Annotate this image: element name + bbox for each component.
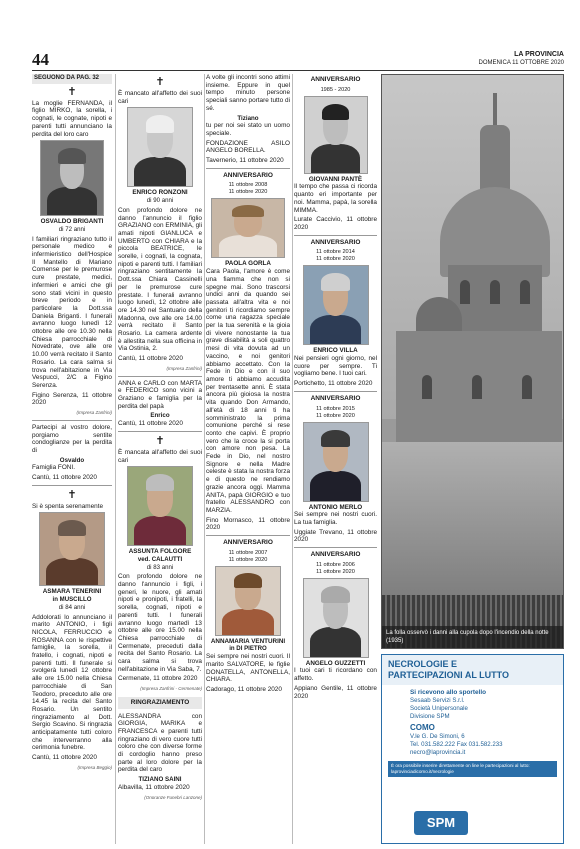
continued-label: SEGUONO DA PAG. 32 [32,74,112,84]
anniversary-text: Nei pensieri ogni giorno, nel cuore per sempre. Ti vogliamo bene. I tuoi cari. [294,355,377,378]
funeral-agency: (Impresa Zanfrini - Cermenate) [140,686,202,692]
anniversary-text: I tuoi cari ti ricordano con affetto. [294,667,377,683]
divider [206,535,290,536]
portrait-photo [303,422,369,502]
issue-date: DOMENICA 11 OTTOBRE 2020 [478,60,564,66]
tribute-place: Tavernerio, 11 ottobre 2020 [206,157,284,165]
ad-title: NECROLOGIE E PARTECIPAZIONI AL LUTTO [382,655,563,685]
spm-logo: SPM [414,811,468,835]
deceased-married-name: in DI PIETRO [229,645,267,653]
funeral-agency: (Impresa Zanfrini) [76,410,112,416]
anniversary-text: Sei sempre nei nostri cuori. La tua famiglia. [294,511,377,526]
thanks-place: Albavilla, 11 ottobre 2020 [118,783,190,791]
deceased-name: ANTONIO MERLO [308,503,363,511]
ad-address: V.le G. De Simoni, 6 [410,733,465,740]
funeral-agency: (Impresa Beggio) [77,764,112,770]
deceased-name: ASMARA TENERINI [42,588,102,596]
thanks-text: ALESSANDRA con GIORGIA, MARIKA e FRANCESCA e parenti tutti ringraziano di vero cuore tutti coloro che con diverse forme di cordoglio hanno preso parte al loro dolore per la perdita del caro [118,712,202,774]
anniversary-place: Cadorago, 11 ottobre 2020 [206,685,282,693]
deceased-name: OSVALDO BRIGANTI [40,218,104,226]
deceased-age: di 83 anni [146,563,174,571]
ad-body [382,685,563,757]
deceased-name: PAOLA GORLA [225,260,271,268]
tribute-text: A volte gli incontri sono attimi insieme. Eppure in quel tempo minuto persone speciali sanno portare tutto di sé. [206,74,290,112]
funeral-agency: (Impresa Zanfrini) [166,365,202,371]
anniversary-text: Il tempo che passa ci ricorda quanto eri importante per noi. Mamma, papà, la sorella MIMMA. [294,183,377,214]
divider [294,547,377,548]
anniversary-place: Fino Mornasco, 11 ottobre 2020 [206,516,290,532]
anniversary-place: Uggiate Trevano, 11 ottobre 2020 [294,528,377,544]
deceased-name: ANGELO GUZZETTI [305,659,366,667]
divider [32,420,112,421]
divider [32,485,112,486]
portrait-photo [211,198,285,258]
anniversary-text: Sei sempre nei nostri cuori. Il marito SALVATORE, le figlie DONATELLA, ANTONELLA, CHIARA. [206,653,290,684]
portrait-photo [40,140,104,216]
deceased-name: GIOVANNI PANTÈ [308,175,363,183]
deceased-name: ANNAMARIA VENTURINI [210,637,286,645]
column-3 [206,74,290,844]
thanks-title: RINGRAZIAMENTO [118,697,202,709]
ad-line: Si ricevono allo sportello [410,689,486,696]
cross-icon: ✝ [67,85,77,98]
deceased-married-name: ved. CALAUTTI [137,555,183,563]
anniversary-title: ANNIVERSARIO [310,394,361,402]
ad-line: Sesaab Servizi S.r.l. [410,697,465,704]
anniversary-dates: 11 ottobre 2006 11 ottobre 2020 [316,561,355,575]
deceased-married-name: in MUSCILLO [52,596,92,604]
column-4 [294,74,377,844]
portrait-photo [127,466,193,546]
divider [118,431,202,432]
anniversary-place: Appiano Gentile, 11 ottobre 2020 [294,684,377,700]
obituary-place: Cantù, 11 ottobre 2020 [118,355,183,363]
ad-line: Divisione SPM [410,713,450,720]
obituary-text: Addolorati lo annunciano il marito ANTONIO, i figli NICOLA, FERRUCCIO e ROSANNA con le rispettive famiglie, la sorella, il fratello, i cognati, nipoti e parenti tutti. Il funerale si svolgerà lunedì 12 ottobre alle ore 15.00 nella Chiesa parrocchiale di San Teodoro, preceduto alle ore 14.45 la recita del Santo Rosario. Un sentito ringraziamento al Dott. Sergio Scavino. Si ringrazia anticipatamente tutti coloro che interverranno alla cerimonia funebre. [32,613,112,752]
column-divider [115,74,116,844]
obituary-intro: È mancata all'affetto dei suoi cari [118,448,202,464]
obituary-place: Figino Serenza, 11 ottobre 2020 [32,391,112,407]
anniversary-dates: 11 ottobre 2008 11 ottobre 2020 [228,182,268,196]
condolence-text: Partecipi al vostro dolore, porgiamo sentite condoglianze per la perdita di [32,423,112,454]
condolence-name: Osvaldo [59,456,85,464]
funeral-agency: (Onoranze Funebri Lanzone) [144,794,202,800]
anniversary-title: ANNIVERSARIO [310,551,361,559]
column-divider [204,74,205,844]
anniversary-title: ANNIVERSARIO [223,539,273,547]
obituary-text: Con profondo dolore ne danno l'annuncio i figli, i generi, le nuore, gli amati nipoti e pronipoti, i fratelli, la sorella, cognati, nipoti e parenti tutti. I funerali avranno luogo martedì 13 ottobre alle ore 15.00 nella Chiesa parrocchiale di Cermenate, preceduti dalla recita del Santo Rosario. La cara salma si trova nell'abitazione in Via Saba, 7. [118,573,202,673]
condolence-place: Cantù, 11 ottobre 2020 [32,474,97,482]
portrait-photo [303,578,369,658]
anniversary-dates: 11 ottobre 2015 11 ottobre 2020 [316,405,355,419]
condolence-place: Cantù, 11 ottobre 2020 [118,420,183,428]
column-divider [292,74,293,844]
newspaper-name: LA PROVINCIA [514,51,564,58]
anniversary-title: ANNIVERSARIO [223,171,273,179]
deceased-age: di 90 anni [146,197,174,205]
obituary-place: Cermenate, 11 ottobre 2020 [118,675,198,683]
obituary-intro: Si è spenta serenamente [32,502,104,510]
cross-icon: ✝ [155,76,165,88]
portrait-photo [303,265,369,345]
photo-window [520,280,530,304]
divider [206,168,290,169]
photo-caption: La folla osservò i danni alla cupola dopo l'incendio della notte (1935) [382,626,563,648]
divider [294,235,377,236]
ad-city: COMO [410,723,435,732]
cross-icon: ✝ [67,488,77,501]
historic-cathedral-photo [381,74,564,649]
column-1 [32,74,112,844]
obituary-service-ad [381,654,564,844]
portrait-photo [127,107,193,187]
photo-window [472,375,482,399]
anniversary-text: Cara Paola, l'amore è come una fiamma che non si spegne mai. Sono trascorsi undici anni da quando sei passata all'altra vita e noi genitori ti ricordiamo sempre come una ragazza speciale per la tua serenità e la gioia di vivere nonostante la tua grave disabilità a soli quattro mesi di vita dovuta ad un vaccino, e noi genitori abbiamo accettato. Con la Fede in Dio e con il suo amore ti abbiamo accudita per trentasette anni. È stata ancora più gioiosa la nostra vita quando Don Armando, all'età di 18 anni ti ha somministrato la prima comunione perché si rese conto che capivi. È proprio vero che la croce la si porta con amore non pesa. La Fede in Dio, nel nostro Signore e nella Madre celeste è stata la nostra forza e di questo ne rendiamo grazie ancora oggi. Mamma ANITA, papà GIORGIO e tuo fratello ALESSANDRO con MARZIA. [206,268,290,514]
cross-icon: ✝ [155,434,165,447]
ad-line: Società Unipersonale [410,705,468,712]
obituary-intro: È mancato all'affetto dei suoi cari [118,90,202,105]
masthead [479,51,564,67]
ad-note: È ora possibile inserire direttamente on line le partecipazioni al lutto: laprovinciadicomo.it/necrologie [388,761,557,777]
portrait-photo [215,566,281,636]
header-rule [32,70,564,71]
anniversary-title: ANNIVERSARIO [310,238,361,246]
thanks-name: TIZIANO SAINI [138,776,182,784]
obituary-place: Cantù, 11 ottobre 2020 [32,754,97,762]
photo-spire [493,93,497,127]
anniversary-dates: 11 ottobre 2014 11 ottobre 2020 [316,249,355,263]
anniversary-place: Portichetto, 11 ottobre 2020 [294,380,373,388]
tribute-text: tu per noi sei stato un uomo speciale. [206,122,290,137]
condolence-sign: Famiglia FONI. [32,464,75,472]
portrait-photo [304,96,368,174]
ad-phone: Tel. 031.582.222 Fax 031.582.233 [410,741,503,748]
photo-window [460,280,470,304]
obituary-text: I familiari ringraziano tutto il personale medico e infermieristico dell'Hospice Il Mantello di Mariano Comense per le premurose cure prestate, medici, infermieri e amici che gli sono stati vicini in questo breve periodo e in particolare la Dott.ssa Daniela Briganti. I funerali avranno luogo lunedì 12 ottobre alle ore 10.30 nella Chiesa parrocchiale di Novedrate, ove alle ore 10.00 verrà recitato il Santo Rosario. La cara salma si trova nell'abitazione in Via Vespucci, 2/C a Figino Serenza. [32,235,112,389]
photo-window [522,375,532,399]
deceased-age: di 72 anni [58,225,86,233]
anniversary-place: Lurate Caccivio, 11 ottobre 2020 [294,216,377,231]
obituary-text: La moglie FERNANDA, il figlio MIRKO, la sorella, i cognati, le cognate, nipoti e parenti tutti annunciano la perdita del loro caro [32,99,112,138]
page-number: 44 [32,50,49,69]
ad-email[interactable]: necro@laprovincia.it [410,749,466,756]
obituary-text: Con profondo dolore ne danno l'annuncio il figlio GRAZIANO con ERMINIA, gli amati nipoti GIANLUCA e UMBERTO con CHIARA e la piccola BEATRICE, le sorelle, i cognati, la cognata, nipoti e parenti tutti. I familiari ringraziano sentitamente la Dott.ssa Chiara Cassinelli per le premurose cure prestate. I funerali avranno luogo lunedì, 12 ottobre alle ore 14.30 nel Santuario della Madonna, ove alle ore 14.00 verrà recitato il Santo Rosario. La camera ardente è allestita nella sua officina in Via Ostinia, 2. [118,206,202,353]
anniversary-dates: 11 ottobre 2007 11 ottobre 2020 [228,549,268,563]
deceased-name: ASSUNTA FOLGORE [128,548,192,556]
divider [294,391,377,392]
deceased-name: ENRICO RONZONI [132,189,188,197]
photo-lantern [480,125,510,191]
divider [118,376,202,377]
deceased-age: di 84 anni [58,603,86,611]
anniversary-title: ANNIVERSARIO [310,76,361,83]
photo-window [422,375,432,399]
tribute-name: Tiziano [237,114,259,122]
condolence-text: ANNA e CARLO con MARTA e FEDERICO sono vicini a Graziano e famiglia per la perdita del papà [118,379,202,410]
portrait-photo [39,512,105,586]
photo-window [490,280,500,304]
condolence-name: Enrico [150,412,170,420]
anniversary-dates: 1985 - 2020 [320,86,351,93]
tribute-sign: FONDAZIONE ASILO ANGELO BORELLA. [206,139,290,155]
deceased-name: ENRICO VILLA [313,347,358,355]
column-2 [118,74,202,844]
